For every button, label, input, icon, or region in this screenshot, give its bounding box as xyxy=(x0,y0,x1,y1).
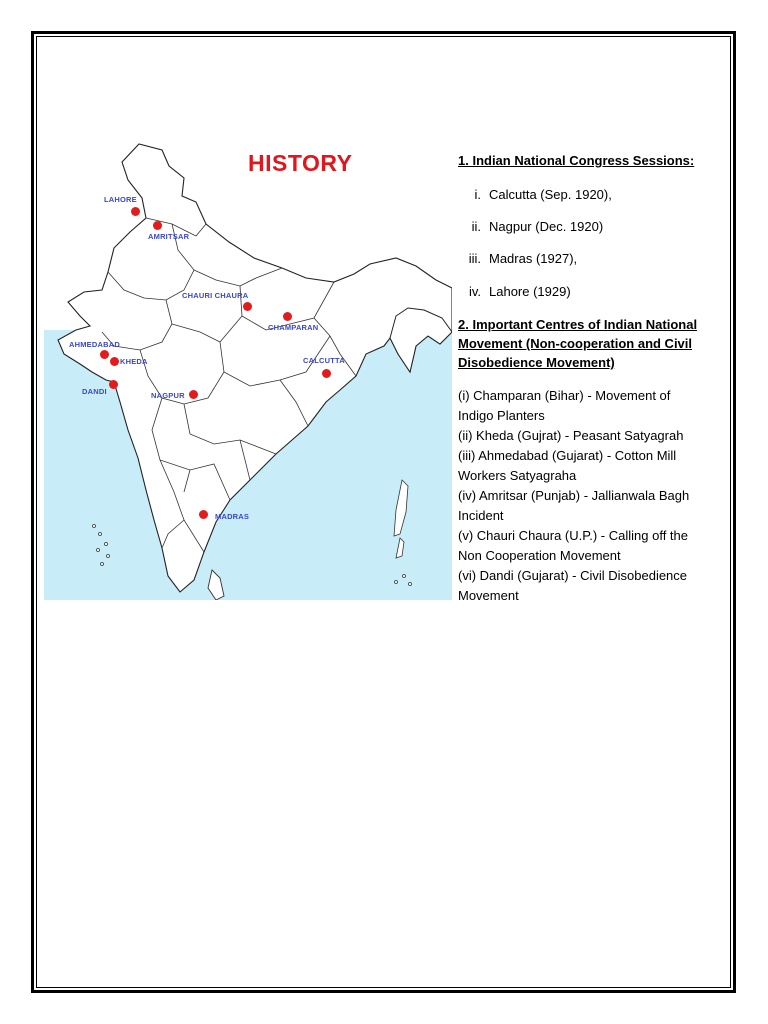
dot-ahmedabad xyxy=(100,350,109,359)
session-item xyxy=(458,283,571,300)
dot-dandi xyxy=(109,380,118,389)
centres-heading-line: Movement (Non-cooperation and Civil xyxy=(458,336,693,351)
centre-line: Incident xyxy=(458,508,504,523)
dot-madras xyxy=(199,510,208,519)
centre-line: Movement xyxy=(458,588,519,603)
session-text: Calcutta (Sep. 1920), xyxy=(489,187,612,202)
centres-list xyxy=(458,386,733,606)
centre-line: (i) Champaran (Bihar) - Movement of xyxy=(458,388,671,403)
dot-kheda xyxy=(110,357,119,366)
label-madras: MADRAS xyxy=(215,512,250,521)
session-item xyxy=(458,218,603,235)
congress-sessions-heading: 1. Indian National Congress Sessions: xyxy=(458,153,695,168)
centre-line: (vi) Dandi (Gujarat) - Civil Disobedience xyxy=(458,568,688,583)
centre-line: (v) Chauri Chaura (U.P.) - Calling off the xyxy=(458,528,689,543)
session-number: iii. xyxy=(468,251,481,266)
india-map xyxy=(44,140,452,600)
label-amritsar: AMRITSAR xyxy=(148,232,190,241)
session-number: iv. xyxy=(468,284,481,299)
centres-heading-line: 2. Important Centres of Indian National xyxy=(458,317,698,332)
label-nagpur: NAGPUR xyxy=(151,391,185,400)
page-title: HISTORY xyxy=(248,150,353,176)
label-ahmedabad: AHMEDABAD xyxy=(69,340,120,349)
label-lahore: LAHORE xyxy=(104,195,137,204)
label-dandi: DANDI xyxy=(82,387,107,396)
dot-lahore xyxy=(131,207,140,216)
centre-line: (iii) Ahmedabad (Gujarat) - Cotton Mill xyxy=(458,448,677,463)
session-text: Nagpur (Dec. 1920) xyxy=(489,219,604,234)
session-item xyxy=(458,186,612,203)
dot-chauri-chaura xyxy=(243,302,252,311)
dot-nagpur xyxy=(189,390,198,399)
dot-calcutta xyxy=(322,369,331,378)
label-kheda: KHEDA xyxy=(120,357,148,366)
session-item xyxy=(458,250,577,267)
label-champaran: CHAMPARAN xyxy=(268,323,319,332)
centre-line: Indigo Planters xyxy=(458,408,545,423)
centre-line: Workers Satyagraha xyxy=(458,468,577,483)
session-number: ii. xyxy=(471,219,481,234)
session-number: i. xyxy=(474,187,481,202)
session-text: Madras (1927), xyxy=(489,251,578,266)
centres-heading-line: Disobedience Movement) xyxy=(458,355,615,370)
map-graphic xyxy=(44,140,452,600)
centre-line: Non Cooperation Movement xyxy=(458,548,621,563)
dot-amritsar xyxy=(153,221,162,230)
session-text: Lahore (1929) xyxy=(489,284,571,299)
dot-champaran xyxy=(283,312,292,321)
label-chauri-chaura: CHAURI CHAURA xyxy=(182,291,249,300)
label-calcutta: CALCUTTA xyxy=(303,356,345,365)
centre-line: (iv) Amritsar (Punjab) - Jallianwala Bagh xyxy=(458,488,690,503)
centre-line: (ii) Kheda (Gujrat) - Peasant Satyagrah xyxy=(458,428,684,443)
